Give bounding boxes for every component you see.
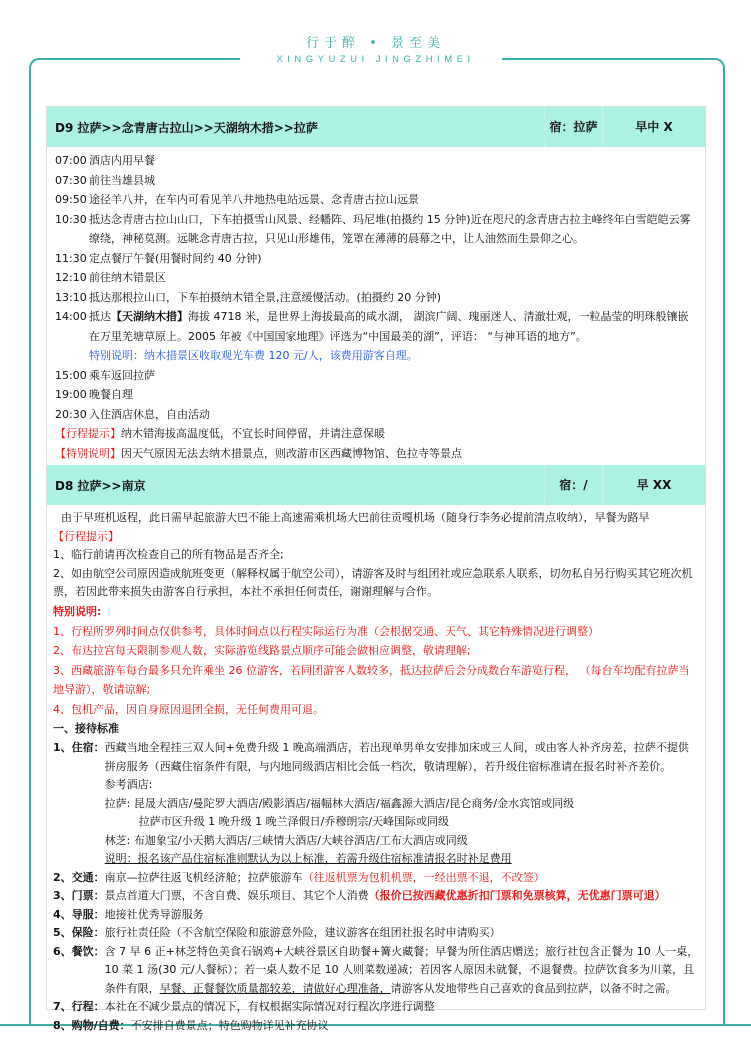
text-body: 途径羊八井，在车内可看见羊八井地热电站远景、念青唐古拉山远景 <box>89 193 419 206</box>
d8-special: 3、西藏旅游车每台最多只允许乘坐 26 位游客，若同团游客人数较多，抵达拉萨后会分成数台车游览行程， （每台车均配有拉萨当地导游），敬请谅解; <box>53 663 690 696</box>
day-header-d8 <box>47 465 705 505</box>
day-header-d9 <box>47 107 705 147</box>
standard-item <box>53 1017 699 1036</box>
schedule-time: 10:30 <box>55 212 87 226</box>
d8-tip: 2、如由航空公司原因造成航班变更（解释权属于航空公司），请游客及时与组团社或应急联系人联系，切勿私自另行购买其它班次机票，若因此带来损失由游客自行承担，本社不承担任何责任，谢谢理解与合作。 <box>53 566 693 598</box>
highlight-name: 【天湖纳木措】 <box>111 310 188 323</box>
tip-text: 纳木错海拔高温度低，不宜长时间停留，并请注意保暖 <box>121 427 385 440</box>
special-label: 【特别说明】 <box>55 446 121 460</box>
day-meals: 早 XX <box>602 465 705 505</box>
lhasa-line <box>105 795 699 814</box>
schedule-text <box>89 385 697 405</box>
day-stay: 宿：/ <box>544 465 602 505</box>
schedule-time: 09:50 <box>55 193 87 206</box>
d8-tip: 1、临行前请再次检查自己的所有物品是否齐全; <box>53 548 284 561</box>
meals-text-2: 请游客从发地带些自己喜欢的食品到拉萨，以备不时之需。 <box>390 981 677 995</box>
item-body <box>105 887 666 906</box>
schedule-row <box>55 366 697 386</box>
label-colon: ： <box>93 1000 105 1013</box>
schedule-row <box>55 268 697 288</box>
lodging-note: 说明：报名该产品住宿标准则默认为以上标准，若需升级住宿标准请报名时补足费用 <box>104 852 512 865</box>
itinerary-box <box>46 106 706 1032</box>
label-colon: ： <box>93 889 105 902</box>
brand-slogan-en: XINGYUZUI JINGZHIMEI <box>276 54 475 65</box>
special-note: 特别说明：纳木措景区收取观光车费 120 元/人，该费用游客自理。 <box>89 349 418 362</box>
schedule-time: 12:10 <box>55 271 87 284</box>
schedule-row <box>55 307 697 366</box>
special-note <box>55 444 697 464</box>
lhasa-label: 拉萨: <box>104 796 131 810</box>
schedule-row <box>55 405 697 425</box>
item-label: 7、行程 <box>53 1000 94 1013</box>
d8-special-label: 特别说明: <box>53 604 102 618</box>
item-text: 本社在不减少景点的情况下，有权根据实际情况对行程次序进行调整 <box>104 1000 435 1013</box>
nyingchi-hotels: 布迦象宝/小天鹅大酒店/三峡情大酒店/大峡谷酒店/工布大酒店或同级 <box>133 833 468 847</box>
d8-special: 4、包机产品，因自身原因退团全损，无任何费用可退。 <box>53 702 324 716</box>
d9-notes <box>47 424 705 463</box>
text-body: 入住酒店休息，自由活动 <box>89 407 210 421</box>
item-label: 6、餐饮 <box>53 944 94 958</box>
text-body: 晚餐自理 <box>89 388 133 401</box>
brand-header <box>0 36 751 66</box>
schedule-time: 19:00 <box>55 388 87 401</box>
label-colon: ： <box>93 944 105 958</box>
d8-content <box>47 505 705 1035</box>
standard-item <box>53 906 699 925</box>
label-colon: ： <box>119 1018 131 1032</box>
standard-items <box>53 869 699 943</box>
meals-warning: 早餐、正餐餐饮质量都较差，请做好心理准备， <box>159 981 391 995</box>
item-body <box>105 906 204 925</box>
meals-text: 含 7 早 6 正+林芝特色美食石锅鸡+大峡谷景区自助餐+篝火藏餐；早餐为所住酒店赠送；旅行社包含正餐为 10 人一桌，10 菜 1 汤(30 元/人餐标）；若一桌人数不足 10 人则菜数递减；若因客人原因未就餐，不退餐费。拉萨饮食多为川菜，且条件有限， <box>104 944 699 995</box>
schedule-text <box>89 249 697 269</box>
standards-heading: 一、接待标准 <box>53 722 119 735</box>
schedule-row <box>55 249 697 269</box>
schedule-text <box>89 288 697 308</box>
lodging-body <box>105 739 699 869</box>
standard-item <box>53 924 699 943</box>
label-colon: ： <box>93 907 105 921</box>
schedule-text <box>89 268 697 288</box>
item-body <box>105 869 545 888</box>
d8-special: 1、行程所罗列时间点仅供参考，具体时间点以行程实际运行为准（会根据交通、天气、其它特殊情况进行调整） <box>53 624 599 638</box>
item-label: 1、住宿 <box>53 741 94 754</box>
schedule-time: 15:00 <box>55 368 87 382</box>
text-body: 乘车返回拉萨 <box>89 368 155 382</box>
schedule-row <box>55 288 697 308</box>
schedule-text <box>89 405 697 425</box>
item-text: 不安排自费景点；特色购物详见补充协议 <box>130 1018 329 1032</box>
text-body: 前往当雄县城 <box>89 173 155 187</box>
lodging-ref: 参考酒店: <box>104 778 153 791</box>
schedule-time: 20:30 <box>55 407 87 421</box>
standard-item <box>53 887 699 906</box>
item-label: 8、购物/自费 <box>53 1018 120 1032</box>
text-prefix: 抵达 <box>89 310 111 323</box>
tip-label: 【行程提示】 <box>55 427 121 440</box>
item-label: 2、交通 <box>53 870 94 884</box>
meals-body <box>105 943 699 999</box>
item-body <box>105 998 435 1017</box>
schedule-text <box>89 171 697 191</box>
item-label: 4、导服 <box>53 907 94 921</box>
schedule-time: 14:00 <box>55 310 87 323</box>
schedule-row <box>55 171 697 191</box>
item-label: 5、保险 <box>53 926 94 939</box>
schedule-row <box>55 210 697 249</box>
item-red-note: （报价已按西藏优惠折扣门票和免票核算，无优惠门票可退） <box>368 889 666 902</box>
d8-intro: 由于早班机返程，此日需早起旅游大巴不能上高速需乘机场大巴前往贡嘎机场（随身行李务必提前清点收纳），早餐为路早 <box>61 511 650 524</box>
standard-item <box>53 869 699 888</box>
item-text: 地接社优秀导游服务 <box>104 907 204 921</box>
label-colon: ： <box>93 870 105 884</box>
text-body: 定点餐厅午餐(用餐时间约 40 分钟) <box>89 251 262 265</box>
lhasa-upgrade: 拉萨市区升级 1 晚升级 1 晚兰泽假日/乔穆朗宗/天峰国际或同级 <box>138 815 450 828</box>
label-colon: ： <box>93 926 105 939</box>
brand-slogan-cn: 行于醉 • 景至美 <box>306 36 445 51</box>
text-body: 酒店内用早餐 <box>89 154 155 167</box>
meals-item <box>53 943 699 999</box>
nyingchi-line <box>105 832 699 851</box>
text-body: 抵达念青唐古拉山山口，下车拍摄雪山风景、经幡阵、玛尼堆(拍摄约 15 分钟)近在咫尺的念青唐古拉主峰终年白雪皑皑云雾缭绕，神秘莫测。远眺念青唐古拉，只见山形雄伟，笼罩在薄薄的晨幕之中，让人油然而生景仰之心。 <box>89 212 691 245</box>
text-body: 海拔 4718 米，是世界上海拔最高的咸水湖， 湖滨广阔、瑰丽迷人、清澈壮观，一粒晶莹的明珠般镶嵌在万里羌塘草原上。2005 年被《中国国家地理》评选为“中国最美的湖”，评语： “与神耳语的地方”。 <box>89 310 689 343</box>
schedule-row <box>55 151 697 171</box>
special-text: 因天气原因无法去纳木措景点，则改游市区西藏博物馆、色拉寺等景点 <box>121 446 462 460</box>
item-body <box>105 924 501 943</box>
lodging-text: 西藏当地全程挂三双人间+免费升级 1 晚高端酒店，若出现单男单女安排加床或三人间，或由客人补齐房差，拉萨不提供拼房服务（西藏住宿条件有限，与内地同级酒店相比会低一档次，敬请理解），若升级住宿标准请在报名时补齐差价。 <box>104 741 689 773</box>
schedule-text <box>89 210 697 249</box>
text-body: 前往纳木错景区 <box>89 271 166 284</box>
standard-item <box>53 998 699 1017</box>
d9-schedule <box>47 147 705 424</box>
schedule-text <box>89 366 697 386</box>
tip-note <box>55 424 697 444</box>
schedule-time: 13:10 <box>55 290 87 304</box>
item-body <box>131 1017 329 1036</box>
item-text: 旅行社责任险（不含航空保险和旅游意外险，建议游客在组团社报名时申请购买） <box>104 926 501 939</box>
label-colon: ： <box>93 741 105 754</box>
schedule-text <box>89 151 697 171</box>
day-stay: 宿：拉萨 <box>544 107 602 147</box>
item-label: 3、门票 <box>53 889 94 902</box>
standard-items-2 <box>53 998 699 1035</box>
day-title: D9 拉萨>>念青唐古拉山>>天湖纳木措>>拉萨 <box>55 120 318 135</box>
schedule-text <box>89 190 697 210</box>
item-text: 景点首道大门票，不含自费、娱乐项目、其它个人消费 <box>104 889 369 902</box>
lhasa-hotels: 昆晟大酒店/曼陀罗大酒店/殿影酒店/福幅林大酒店/福鑫源大酒店/昆仑商务/金水宾馆或同级 <box>133 796 575 810</box>
text-body: 抵达那根拉山口，下车拍摄纳木错全景,注意缓慢活动。(拍摄约 20 分钟) <box>89 290 442 304</box>
schedule-text <box>89 307 697 366</box>
item-text: 南京—拉萨往返飞机经济舱；拉萨旅游车 <box>104 870 303 884</box>
day-title: D8 拉萨>>南京 <box>55 478 146 493</box>
lodging-item <box>53 739 699 869</box>
schedule-time: 07:00 <box>55 154 87 167</box>
day-meals: 早中 X <box>602 107 705 147</box>
nyingchi-label: 林芝: <box>104 833 131 847</box>
schedule-row <box>55 190 697 210</box>
d8-special: 2、布达拉宫每天限制参观人数，实际游览线路景点顺序可能会做相应调整，敬请理解; <box>53 644 471 657</box>
d8-tip-label: 【行程提示】 <box>53 529 119 543</box>
item-red-note: （往返机票为包机机票，一经出票不退，不改签） <box>302 870 545 884</box>
schedule-row <box>55 385 697 405</box>
schedule-time: 11:30 <box>55 251 87 265</box>
schedule-time: 07:30 <box>55 173 87 187</box>
